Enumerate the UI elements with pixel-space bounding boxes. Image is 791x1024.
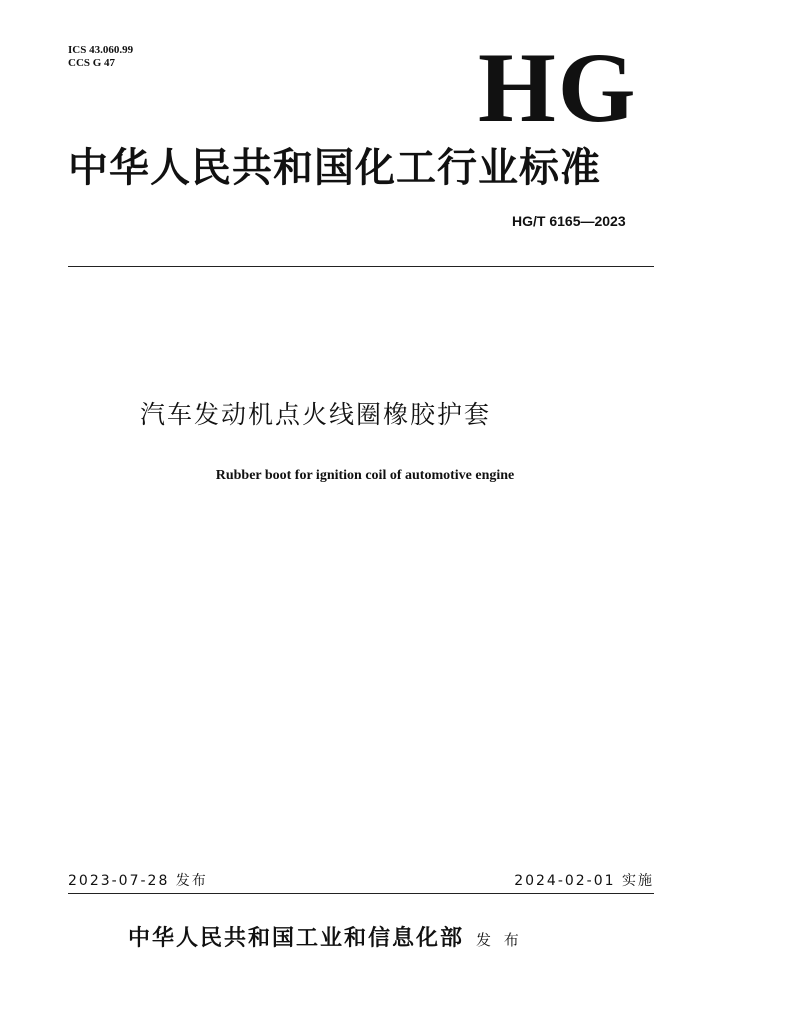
- document-title-chinese: 汽车发动机点火线圈橡胶护套: [140, 400, 492, 429]
- classification-codes: [68, 44, 133, 70]
- implementation-date: 2024-02-01 实施: [514, 873, 654, 889]
- standard-number: HG/T 6165—2023: [512, 213, 626, 229]
- issue-date: 2023-07-28 发布: [68, 873, 208, 889]
- ics-code: ICS 43.060.99: [68, 44, 134, 56]
- bottom-divider: [68, 893, 654, 894]
- ccs-code: CCS G 47: [68, 57, 116, 69]
- publisher-action: 发 布: [476, 931, 523, 949]
- top-divider: [68, 266, 654, 267]
- publisher-name: 中华人民共和国工业和信息化部: [128, 926, 465, 951]
- hg-logo: HG: [478, 32, 638, 143]
- document-title-english: Rubber boot for ignition coil of automotive engine: [215, 468, 515, 483]
- publisher-line: [128, 924, 523, 955]
- standard-type-heading: 中华人民共和国化工行业标准: [68, 145, 601, 191]
